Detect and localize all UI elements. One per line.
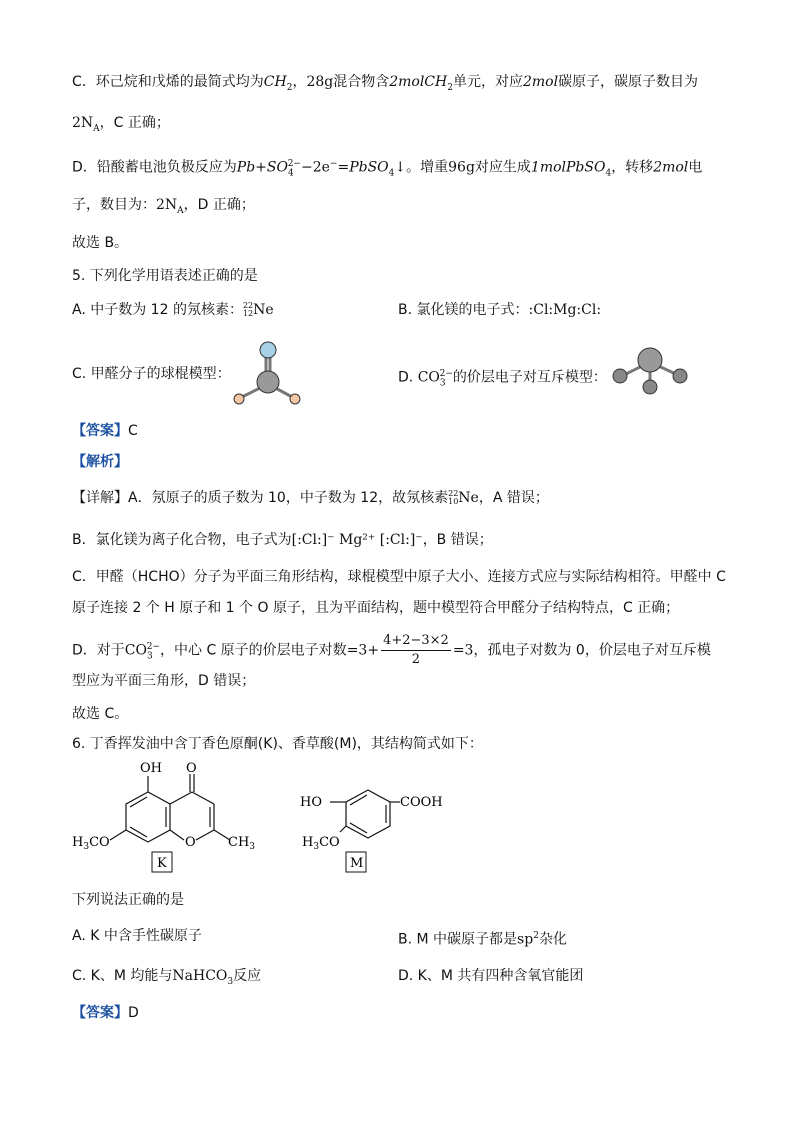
q6-option-d: D. K、M 共有四种含氧官能团 [398, 968, 584, 984]
q5-option-d: D. $CO_3^{2-}$的价层电子对互斥模型： [398, 369, 607, 389]
formaldehyde-ball-stick-model [222, 340, 308, 406]
q5-detail-a: 【详解】A．氖原子的质子数为 10，中子数为 12，故氖核素 22 10 Ne，A 错误； [72, 489, 549, 506]
k-o-ring: O [185, 835, 196, 850]
m-ho: HO [300, 795, 322, 810]
q5-detail-c2: 原子连接 2 个 H 原子和 1 个 O 原子，且为平面结构，题中模型符合甲醛分子结构特点，C 正确； [72, 600, 680, 616]
svg-text:H3CO: $H_3CO$ [302, 835, 340, 852]
q6-option-c: C. K、M 均能与NaHCO$_3$反应 [72, 968, 262, 987]
structure-m [300, 780, 460, 880]
m-cooh: COOH [400, 795, 443, 810]
k-o-top: O [186, 761, 197, 776]
q5-detail-d2: 型应为平面三角形，D 错误； [72, 673, 256, 689]
svg-text:CH3: $CH_3$ [228, 835, 256, 852]
q5-option-a: A. 中子数为 12 的氖核素： 22 12 Ne [72, 301, 274, 318]
svg-text:H3CO: $H_3CO$ [72, 835, 110, 852]
option-d-line1: D．铅酸蓄电池负极反应为$Pb+SO_4^{2-}-2e^-=PbSO_4↓$。增重96g对应生成1molPbSO$_4$，转移2mol电 [72, 159, 703, 179]
q5-stem: 5. 下列化学用语表述正确的是 [72, 268, 258, 284]
option-c-line1: C．环己烷和戊烯的最简式均为$CH_2$，28g混合物含2molCH$_2$单元，对应2mol碳原子，碳原子数目为 [72, 74, 699, 93]
q6-question: 下列说法正确的是 [72, 892, 184, 908]
structure-k [70, 760, 260, 880]
option-c-line2: $2N_A$，C 正确； [72, 115, 170, 134]
q6-option-a: A. K 中含手性碳原子 [72, 928, 202, 944]
q6-answer: 【答案】D [72, 1005, 139, 1021]
q5-detail-d: D．对于$CO_3^{2-}$，中心 C 原子的价层电子对数=3+ $\frac{4+2-3\times 2}{2}$ =3，孤电子对数为 0，价层电子对互斥模 [72, 633, 711, 667]
q5-detail-b: B．氯化镁为离子化合物，电子式为[:Cl:]⁻ Mg²⁺ [:Cl:]⁻，B 错误； [72, 532, 493, 548]
q6-stem: 6. 丁香挥发油中含丁香色原酮(K)、香草酸(M)，其结构简式如下： [72, 736, 483, 752]
option-d-line2: 子，数目为：$2N_A$，D 正确； [72, 197, 255, 216]
q6-option-b: B. M 中碳原子都是$sp^2$杂化 [398, 931, 567, 948]
q5-detail-c1: C．甲醛（HCHO）分子为平面三角形结构，球棍模型中原子大小、连接方式应与实际结构相符。甲醛中 C [72, 569, 726, 585]
q5-analysis-tag: 【解析】 [72, 454, 128, 470]
co3-vsepr-model [608, 346, 692, 396]
q5-answer: 【答案】C [72, 423, 138, 439]
m-box-label: M [350, 856, 364, 871]
q5-option-c: C. 甲醛分子的球棍模型： [72, 366, 231, 382]
k-oh: OH [140, 761, 162, 776]
q5-option-b: B. 氯化镁的电子式：:Cl:Mg:Cl: [398, 302, 602, 318]
choose-c: 故选 C。 [72, 706, 129, 722]
k-box-label: K [157, 856, 167, 871]
choose-b: 故选 B。 [72, 235, 129, 251]
vsepr-fraction: $\frac{4+2-3\times 2}{2}$ [383, 633, 449, 667]
